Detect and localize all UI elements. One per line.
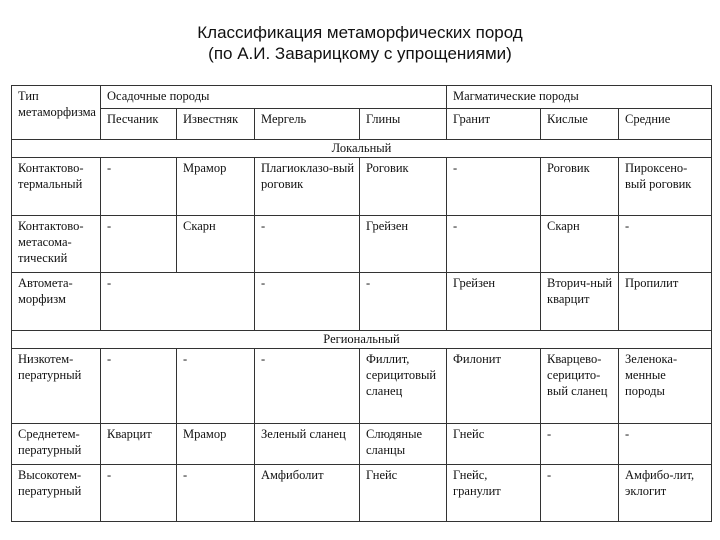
table-cell: Амфиболит [255, 465, 360, 522]
section-row-regional [12, 331, 712, 349]
table-cell: - [255, 349, 360, 424]
table-cell: Грейзен [360, 216, 447, 273]
table-cell: - [255, 273, 360, 331]
column-header: Гранит [447, 109, 541, 140]
title-line-2: (по А.И. Заварицкому с упрощениями) [208, 44, 512, 63]
table-row [12, 465, 712, 522]
table-cell: Зеленый сланец [255, 424, 360, 465]
row-type: Высокотем-пературный [12, 465, 101, 522]
table-cell: - [619, 216, 712, 273]
column-header: Песчаник [101, 109, 177, 140]
table-row [12, 424, 712, 465]
table-row [12, 273, 712, 331]
table-cell: - [177, 349, 255, 424]
table-row [12, 158, 712, 216]
table-cell: - [101, 349, 177, 424]
header-magmatic: Магматические породы [447, 86, 712, 109]
table-row [12, 349, 712, 424]
table-cell: Вторич-ный кварцит [541, 273, 619, 331]
title-line-1: Классификация метаморфических пород [197, 23, 523, 42]
table-row [12, 216, 712, 273]
column-header: Мергель [255, 109, 360, 140]
table-cell: - [101, 216, 177, 273]
row-type: Низкотем-пературный [12, 349, 101, 424]
table-cell: Филонит [447, 349, 541, 424]
classification-table [11, 85, 712, 522]
table-cell: Гнейс [447, 424, 541, 465]
table-cell: - [101, 465, 177, 522]
table-cell: Зеленока-менные породы [619, 349, 712, 424]
table-cell: Роговик [541, 158, 619, 216]
table-cell: Мрамор [177, 158, 255, 216]
corner-header: Тип метаморфизма [12, 86, 101, 140]
table-cell: Гнейс, гранулит [447, 465, 541, 522]
table-cell: Скарн [541, 216, 619, 273]
table-cell: Пропилит [619, 273, 712, 331]
table-cell: Скарн [177, 216, 255, 273]
table-cell: Гнейс [360, 465, 447, 522]
table-cell: - [101, 158, 177, 216]
row-type: Контактово-термальный [12, 158, 101, 216]
header-row-groups [12, 86, 712, 109]
column-header: Кислые [541, 109, 619, 140]
table-cell: Слюдяные сланцы [360, 424, 447, 465]
table-cell: Кварцево-серицито-вый сланец [541, 349, 619, 424]
table-cell: Амфибо-лит, эклогит [619, 465, 712, 522]
table-cell: Пироксено-вый роговик [619, 158, 712, 216]
table-cell: Филлит, серицитовый сланец [360, 349, 447, 424]
section-label: Локальный [12, 140, 712, 158]
table-cell: - [619, 424, 712, 465]
table-cell: Кварцит [101, 424, 177, 465]
table-cell: - [177, 465, 255, 522]
table-cell: - [447, 216, 541, 273]
table-cell: - [255, 216, 360, 273]
table-cell: Плагиоклазо-вый роговик [255, 158, 360, 216]
column-header: Средние [619, 109, 712, 140]
table-cell: Роговик [360, 158, 447, 216]
header-row-columns [12, 109, 712, 140]
section-row-local [12, 140, 712, 158]
table-cell: Мрамор [177, 424, 255, 465]
section-label: Региональный [12, 331, 712, 349]
table-cell: - [101, 273, 255, 331]
table-cell: Грейзен [447, 273, 541, 331]
table-cell: - [541, 465, 619, 522]
table-cell: - [447, 158, 541, 216]
column-header: Глины [360, 109, 447, 140]
header-sedimentary: Осадочные породы [101, 86, 447, 109]
row-type: Среднетем-пературный [12, 424, 101, 465]
table-cell: - [541, 424, 619, 465]
row-type: Автомета-морфизм [12, 273, 101, 331]
table-cell: - [360, 273, 447, 331]
column-header: Известняк [177, 109, 255, 140]
row-type: Контактово-метасома-тический [12, 216, 101, 273]
